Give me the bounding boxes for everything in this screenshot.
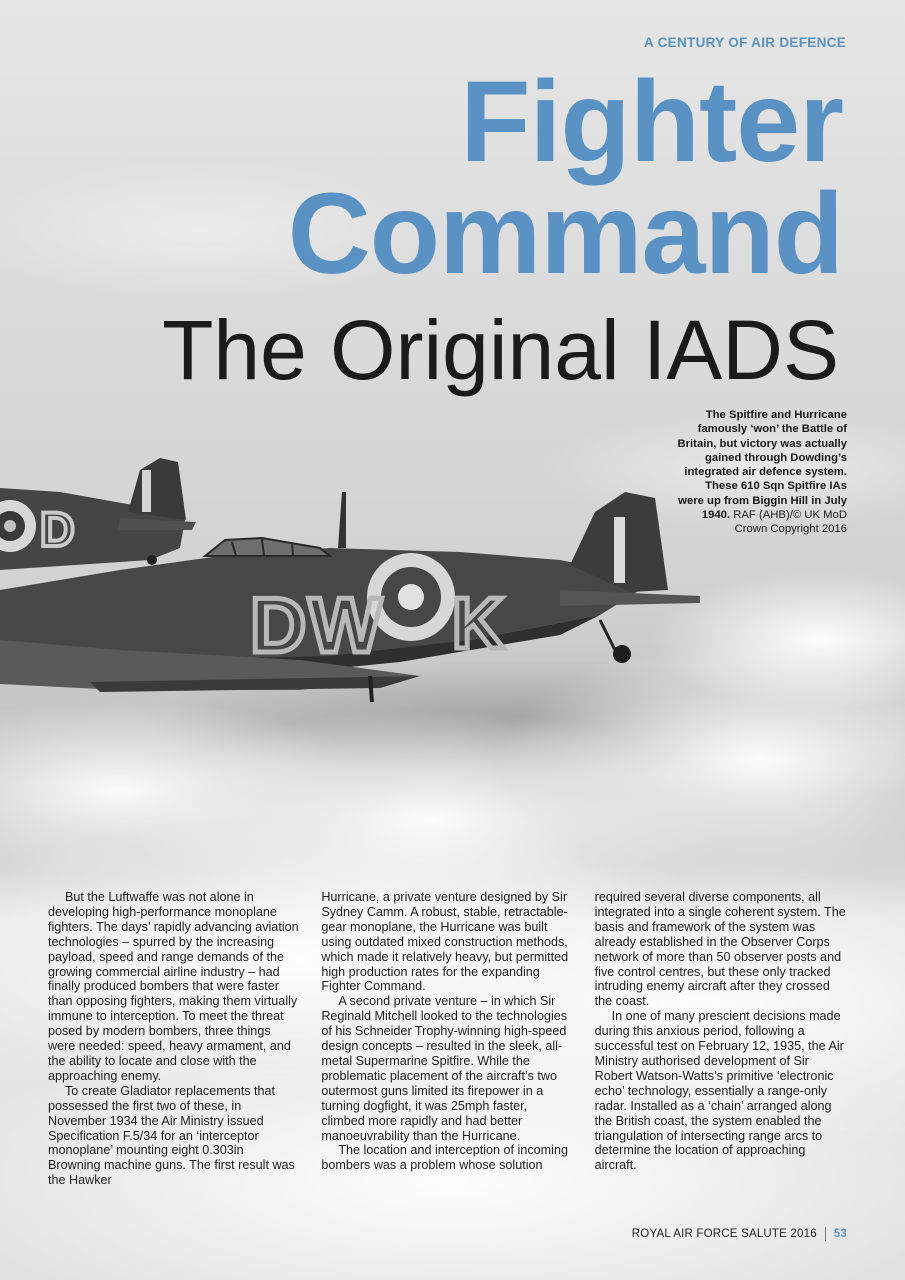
paragraph: Hurricane, a private venture designed by Sir Sydney Camm. A robust, stable, retractable-gear monoplane, the Hurricane was built using outdated mixed construction methods, which made it relatively heavy, but permitted high production rates for the expanding Fighter Command.	[321, 890, 569, 994]
paragraph: required several diverse components, all integrated into a single coherent system. The basis and framework of the system was already established in the Observer Corps network of more than 50 observer posts and five control centres, but these only tracked intruding enemy aircraft after they crossed the coast.	[594, 890, 846, 1009]
page-title	[0, 58, 843, 298]
paragraph: But the Luftwaffe was not alone in developing high-performance monoplane fighters. The days’ rapidly advancing aviation technologies – spurred by the increasing payload, speed and range demands of the growing commercial airline industry – had finally produced bombers that were faster than opposing fighters, making them virtually immune to interception. To meet the threat posed by modern bombers, three things were needed: speed, heavy armament, and the ability to locate and close with the approaching enemy.	[48, 890, 299, 1083]
paragraph: In one of many prescient decisions made during this anxious period, following a successful test on February 12, 1935, the Air Ministry authorised development of Sir Robert Watson-Watts’s primitive ‘electronic echo’ technology, essentially a range-only radar. Installed as a ‘chain’ arranged along the British coast, the system enabled the triangulation of intersecting range arcs to determine the location of approaching aircraft.	[594, 1009, 844, 1173]
paragraph: To create Gladiator replacements that possessed the first two of these, in November 1934 the Air Ministry issued Specification F.5/34 for an ‘interceptor monoplane’ mounting eight 0.303in Browning machine guns. The first result was the Hawker	[48, 1083, 295, 1188]
article-body	[48, 890, 846, 1210]
photo-caption	[677, 408, 847, 537]
page-footer	[632, 1227, 847, 1241]
fuselage-code: DW	[250, 581, 384, 669]
rear-spitfire	[0, 458, 196, 570]
publication-name: ROYAL AIR FORCE SALUTE 2016	[631, 1228, 817, 1240]
article-column-1	[48, 890, 299, 1210]
page-number: 53	[833, 1228, 847, 1240]
rear-fuselage-code: D	[40, 504, 75, 557]
title-line-2: Command	[287, 170, 843, 298]
article-column-2	[321, 890, 572, 1210]
title-line-1: Fighter	[460, 58, 843, 186]
paragraph: The location and interception of incoming bombers was a problem whose solution	[321, 1143, 568, 1173]
fuselage-letter: K	[452, 584, 504, 664]
paragraph: A second private venture – in which Sir Reginald Mitchell looked to the technologies of his Schneider Trophy-winning high-speed design concepts – resulted in the sleek, all-metal Supermarine Spitfire. While the problematic placement of the aircraft’s two outermost guns limited its firepower in a turning dogfight, it was 25mph faster, climbed more rapidly and had better manoeuvrability than the Hurricane.	[321, 994, 568, 1143]
footer-divider	[825, 1227, 826, 1241]
article-column-3	[595, 890, 846, 1210]
section-label: A CENTURY OF AIR DEFENCE	[644, 35, 846, 50]
caption-credit: RAF (AHB)/© UK MoD Crown Copyright 2016	[733, 509, 847, 536]
page-subtitle: The Original IADS	[162, 303, 839, 397]
caption-text: The Spitfire and Hurricane famously ‘won’ the Battle of Britain, but victory was actually gained through Dowding’s integrated air defence system. These 610 Sqn Spitfire IAs were up from Biggin Hill in July 1940.	[677, 409, 847, 522]
